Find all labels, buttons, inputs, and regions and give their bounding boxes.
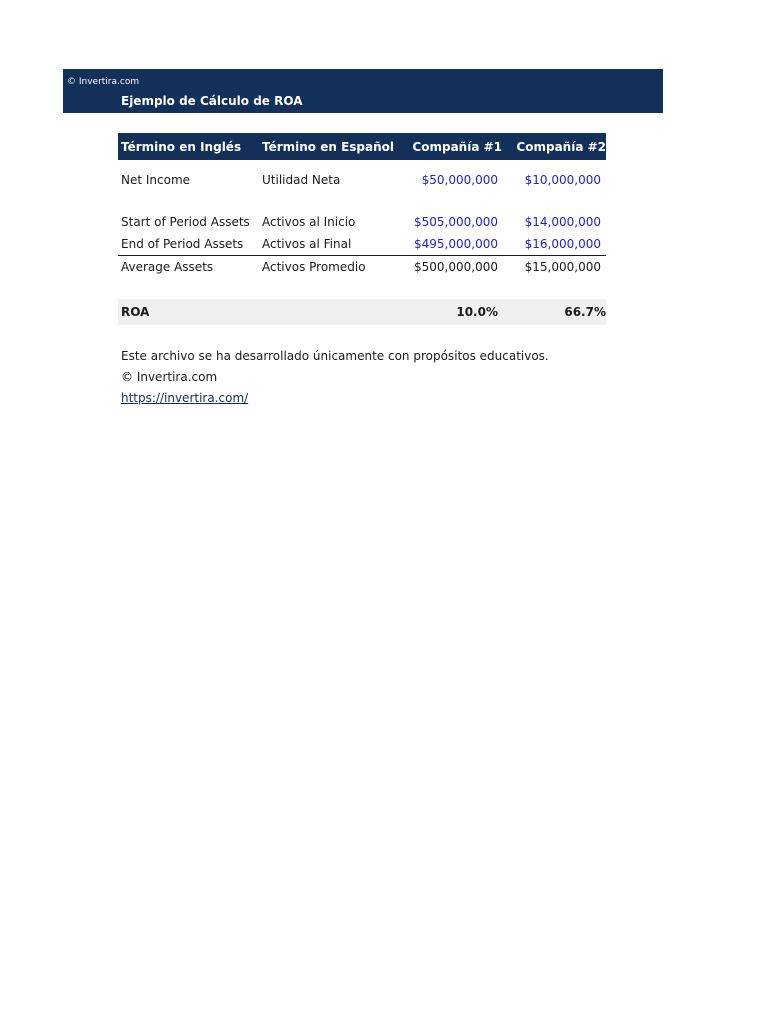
end-assets-company-1[interactable]: $495,000,000	[414, 237, 498, 251]
footer-notes	[121, 346, 549, 409]
net-income-company-2[interactable]: $10,000,000	[524, 173, 601, 187]
page-title: Ejemplo de Cálculo de ROA	[121, 94, 303, 108]
table-row-start-assets	[118, 211, 606, 233]
table-row-average-assets	[118, 256, 606, 278]
start-assets-en: Start of Period Assets	[121, 215, 250, 229]
roa-table	[118, 133, 606, 325]
net-income-company-1[interactable]: $50,000,000	[421, 173, 498, 187]
roa-company-2: 66.7%	[564, 305, 606, 319]
banner-copyright: © Invertira.com	[67, 77, 140, 87]
row-spacer	[118, 278, 606, 299]
roa-label: ROA	[121, 305, 150, 319]
website-link[interactable]: https://invertira.com/	[121, 391, 249, 405]
end-assets-es: Activos al Final	[262, 237, 352, 251]
end-assets-en: End of Period Assets	[121, 237, 244, 251]
roa-company-1: 10.0%	[456, 305, 498, 319]
table-header-row	[118, 133, 606, 160]
start-assets-es: Activos al Inicio	[262, 215, 356, 229]
end-assets-company-2[interactable]: $16,000,000	[524, 237, 601, 251]
row-spacer	[118, 160, 606, 169]
footer-copyright: © Invertira.com	[121, 370, 218, 384]
header-company-2: Compañía #2	[516, 139, 606, 154]
row-spacer	[118, 191, 606, 211]
average-assets-company-2: $15,000,000	[524, 260, 601, 274]
average-assets-es: Activos Promedio	[262, 260, 366, 274]
header-term-english: Término en Inglés	[121, 139, 242, 154]
net-income-es: Utilidad Neta	[262, 173, 341, 187]
header-company-1: Compañía #1	[412, 139, 502, 154]
header-term-spanish: Término en Español	[262, 139, 395, 154]
disclaimer-text: Este archivo se ha desarrollado únicamente con propósitos educativos.	[121, 349, 549, 363]
title-banner	[63, 69, 663, 113]
table-row-end-assets	[118, 233, 606, 256]
table-row-net-income	[118, 169, 606, 191]
table-row-roa	[118, 299, 606, 325]
start-assets-company-1[interactable]: $505,000,000	[414, 215, 498, 229]
net-income-en: Net Income	[121, 173, 191, 187]
average-assets-company-1: $500,000,000	[414, 260, 498, 274]
start-assets-company-2[interactable]: $14,000,000	[524, 215, 601, 229]
average-assets-en: Average Assets	[121, 260, 214, 274]
